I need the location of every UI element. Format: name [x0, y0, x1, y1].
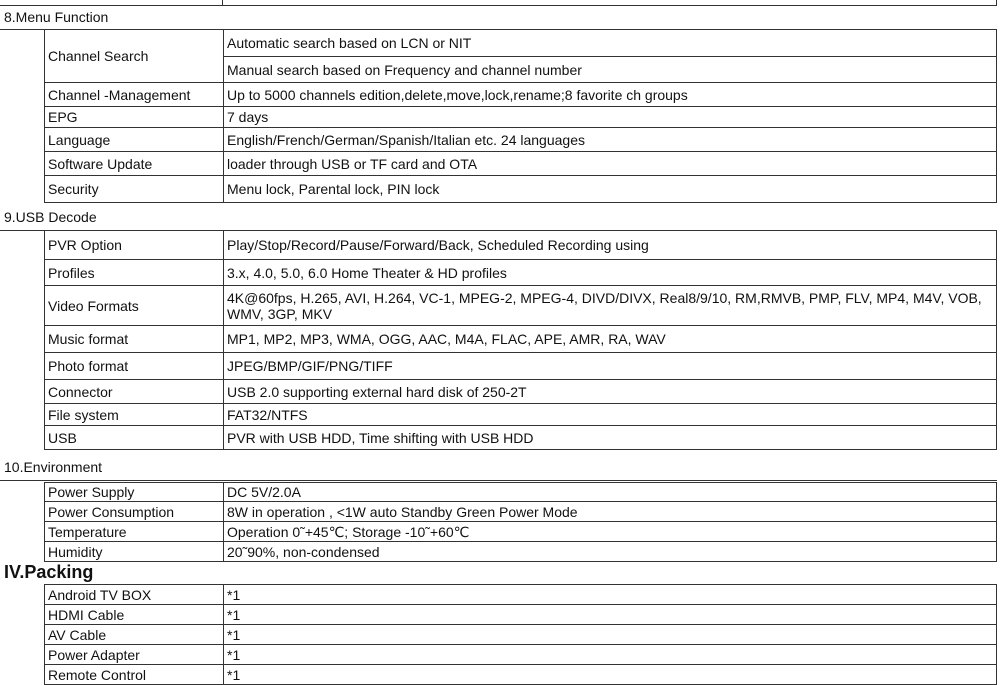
section-title-menu-function: 8.Menu Function [0, 6, 997, 30]
table-row [45, 326, 997, 353]
row-value: Manual search based on Frequency and channel number [224, 57, 997, 83]
row-value: *1 [224, 585, 997, 605]
environment-table [44, 482, 997, 562]
row-value: Operation 0˜+45℃; Storage -10˜+60℃ [224, 522, 997, 542]
section-title-packing: IV.Packing [4, 562, 94, 582]
row-label: Power Consumption [45, 502, 224, 522]
table-row [45, 231, 997, 260]
section-title-environment: 10.Environment [0, 455, 997, 481]
row-value: loader through USB or TF card and OTA [224, 152, 997, 176]
table-row [45, 353, 997, 380]
row-value: 20˜90%, non-condensed [224, 542, 997, 562]
row-value: 3.x, 4.0, 5.0, 6.0 Home Theater & HD profiles [224, 260, 997, 286]
row-label: Channel Search [45, 30, 224, 83]
row-value: MP1, MP2, MP3, WMA, OGG, AAC, M4A, FLAC, APE, AMR, RA, WAV [224, 326, 997, 353]
table-row [45, 426, 997, 450]
row-value: JPEG/BMP/GIF/PNG/TIFF [224, 353, 997, 380]
row-label: Android TV BOX [45, 585, 224, 605]
row-label: Temperature [45, 522, 224, 542]
row-label: Channel -Management [45, 83, 224, 107]
table-row [45, 665, 997, 685]
row-label: Video Formats [45, 286, 224, 326]
row-label: File system [45, 404, 224, 426]
row-label: HDMI Cable [45, 605, 224, 625]
row-value: PVR with USB HDD, Time shifting with USB HDD [224, 426, 997, 450]
row-value: *1 [224, 625, 997, 645]
row-value: *1 [224, 665, 997, 685]
row-label: Power Adapter [45, 645, 224, 665]
row-label: Software Update [45, 152, 224, 176]
table-row [45, 522, 997, 542]
usb-decode-table [44, 230, 997, 450]
table-row [45, 152, 997, 176]
section-title-usb-decode: 9.USB Decode [0, 205, 997, 231]
table-row [45, 286, 997, 326]
table-row [45, 585, 997, 605]
table-row [45, 128, 997, 152]
row-value: 4K@60fps, H.265, AVI, H.264, VC-1, MPEG-2, MPEG-4, DIVD/DIVX, Real8/9/10, RM,RMVB, PMP, FLV, MP4, M4V, VOB, WMV, 3GP, MKV [224, 286, 997, 326]
row-value: *1 [224, 645, 997, 665]
row-label: Photo format [45, 353, 224, 380]
row-value: Automatic search based on LCN or NIT [224, 30, 997, 57]
table-row [45, 30, 997, 57]
table-row [45, 380, 997, 404]
row-label: AV Cable [45, 625, 224, 645]
row-label: Remote Control [45, 665, 224, 685]
table-row [45, 542, 997, 562]
row-label: Music format [45, 326, 224, 353]
row-label: Security [45, 176, 224, 203]
table-row [45, 107, 997, 128]
row-label: EPG [45, 107, 224, 128]
row-value: Up to 5000 channels edition,delete,move,lock,rename;8 favorite ch groups [224, 83, 997, 107]
row-label: USB [45, 426, 224, 450]
row-label: Connector [45, 380, 224, 404]
row-value: *1 [224, 605, 997, 625]
table-row [45, 83, 997, 107]
table-row [45, 176, 997, 203]
table-row [45, 605, 997, 625]
table-row [45, 483, 997, 502]
table-row [45, 645, 997, 665]
row-label: Humidity [45, 542, 224, 562]
row-value: USB 2.0 supporting external hard disk of 250-2T [224, 380, 997, 404]
table-row [45, 404, 997, 426]
table-row [45, 502, 997, 522]
row-label: PVR Option [45, 231, 224, 260]
row-value: English/French/German/Spanish/Italian etc. 24 languages [224, 128, 997, 152]
row-label: Profiles [45, 260, 224, 286]
row-value: 7 days [224, 107, 997, 128]
row-value: Menu lock, Parental lock, PIN lock [224, 176, 997, 203]
row-value: 8W in operation , <1W auto Standby Green Power Mode [224, 502, 997, 522]
table-row [45, 260, 997, 286]
row-value: FAT32/NTFS [224, 404, 997, 426]
row-label: Language [45, 128, 224, 152]
packing-table [44, 584, 997, 685]
row-value: Play/Stop/Record/Pause/Forward/Back, Scheduled Recording using [224, 231, 997, 260]
row-value: DC 5V/2.0A [224, 483, 997, 502]
menu-function-table [44, 29, 997, 203]
table-row [45, 625, 997, 645]
row-label: Power Supply [45, 483, 224, 502]
